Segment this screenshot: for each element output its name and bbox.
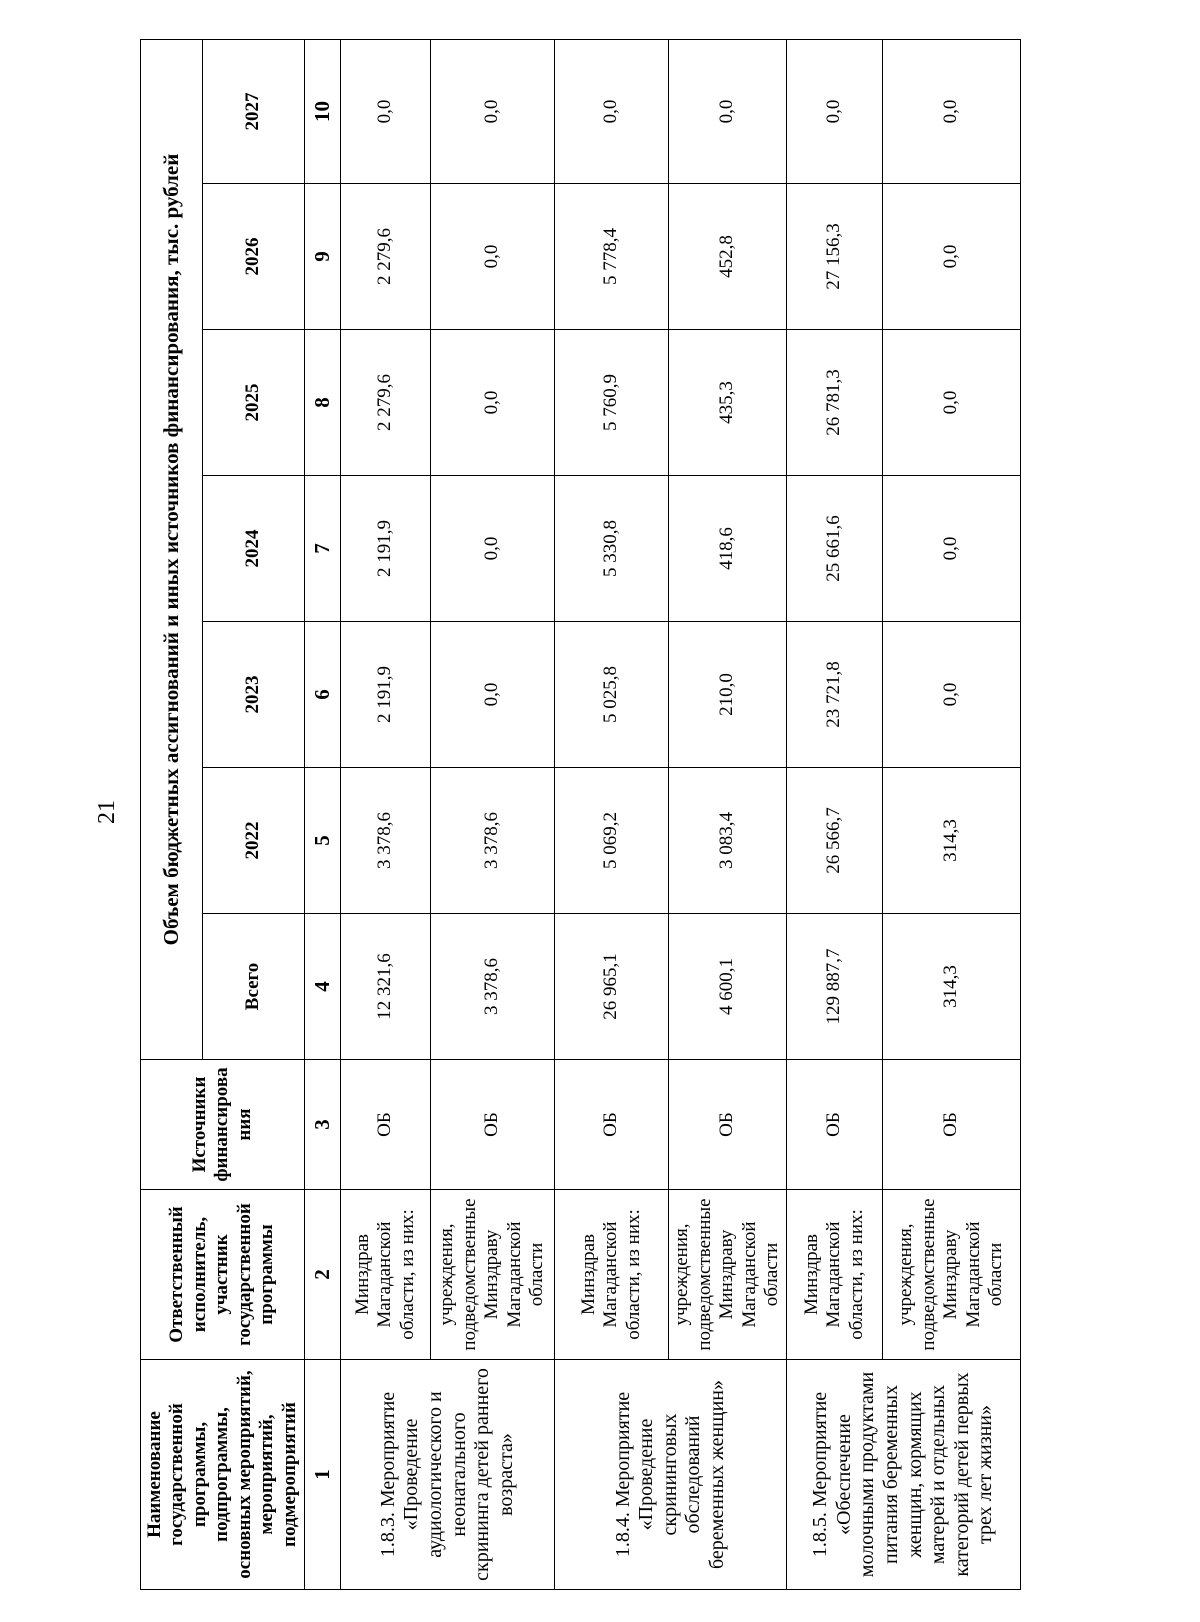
value-cell: 0,0	[669, 40, 787, 184]
value-cell: 5 330,8	[555, 476, 669, 622]
header-year: 2022	[203, 768, 305, 914]
header-col-name: Наименование государственной программы, подпрограммы, основных мероприятий, мероприятий, подмероприятий	[141, 1360, 305, 1590]
header-funding-title: Объем бюджетных ассигнований и иных источников финансирования, тыс. рублей	[141, 40, 203, 1060]
value-cell: 5 778,4	[555, 184, 669, 330]
page-number: 21	[94, 800, 120, 824]
executor-cell: Минздрав Магаданской области, из них:	[787, 1190, 883, 1360]
source-cell: ОБ	[431, 1060, 555, 1190]
executor-cell: учреждения, подведомственные Минздраву Магаданской области	[883, 1190, 1021, 1360]
index-cell: 7	[305, 476, 341, 622]
measure-name: 1.8.3. Мероприятие «Проведение аудиологического и неонатального скрининга детей раннего возраста»	[341, 1360, 555, 1590]
source-cell: ОБ	[555, 1060, 669, 1190]
value-cell: 0,0	[883, 622, 1021, 768]
header-col-executor: Ответственный исполнитель, участник государственной программы	[141, 1190, 305, 1360]
value-cell: 3 378,6	[431, 768, 555, 914]
value-cell: 435,3	[669, 330, 787, 476]
index-cell: 4	[305, 914, 341, 1060]
source-cell: ОБ	[669, 1060, 787, 1190]
index-cell: 8	[305, 330, 341, 476]
value-cell: 129 887,7	[787, 914, 883, 1060]
table-row	[431, 40, 555, 1590]
value-cell: 12 321,6	[341, 914, 431, 1060]
value-cell: 23 721,8	[787, 622, 883, 768]
value-cell: 0,0	[341, 40, 431, 184]
table-row	[555, 40, 669, 1590]
measure-name: 1.8.5. Мероприятие «Обеспечение молочными продуктами питания беременных женщин, кормящих матерей и отдельных категорий детей первых трех лет жизни»	[787, 1360, 1021, 1590]
header-col-source: Источники финансирова ния	[141, 1060, 305, 1190]
value-cell: 5 069,2	[555, 768, 669, 914]
index-cell: 3	[305, 1060, 341, 1190]
value-cell: 452,8	[669, 184, 787, 330]
source-cell: ОБ	[341, 1060, 431, 1190]
index-cell: 2	[305, 1190, 341, 1360]
value-cell: 0,0	[555, 40, 669, 184]
value-cell: 418,6	[669, 476, 787, 622]
table-row	[883, 40, 1021, 1590]
value-cell: 3 378,6	[341, 768, 431, 914]
rotated-table-wrapper	[140, 40, 1020, 1590]
value-cell: 0,0	[883, 330, 1021, 476]
value-cell: 27 156,3	[787, 184, 883, 330]
index-cell: 6	[305, 622, 341, 768]
value-cell: 0,0	[431, 622, 555, 768]
value-cell: 2 279,6	[341, 184, 431, 330]
header-row-top	[141, 40, 203, 1590]
value-cell: 0,0	[883, 476, 1021, 622]
value-cell: 0,0	[883, 184, 1021, 330]
value-cell: 0,0	[883, 40, 1021, 184]
executor-cell: Минздрав Магаданской области, из них:	[555, 1190, 669, 1360]
index-cell: 9	[305, 184, 341, 330]
value-cell: 210,0	[669, 622, 787, 768]
index-cell: 1	[305, 1360, 341, 1590]
value-cell: 314,3	[883, 768, 1021, 914]
value-cell: 3 378,6	[431, 914, 555, 1060]
value-cell: 0,0	[431, 476, 555, 622]
value-cell: 314,3	[883, 914, 1021, 1060]
value-cell: 4 600,1	[669, 914, 787, 1060]
index-row	[305, 40, 341, 1590]
header-year: 2024	[203, 476, 305, 622]
executor-cell: учреждения, подведомственные Минздраву Магаданской области	[669, 1190, 787, 1360]
value-cell: 2 191,9	[341, 476, 431, 622]
header-year: 2023	[203, 622, 305, 768]
value-cell: 0,0	[431, 40, 555, 184]
value-cell: 0,0	[787, 40, 883, 184]
value-cell: 2 191,9	[341, 622, 431, 768]
header-year: 2026	[203, 184, 305, 330]
table-row	[669, 40, 787, 1590]
source-cell: ОБ	[883, 1060, 1021, 1190]
value-cell: 25 661,6	[787, 476, 883, 622]
value-cell: 26 566,7	[787, 768, 883, 914]
table-row	[787, 40, 883, 1590]
header-year: Всего	[203, 914, 305, 1060]
executor-cell: учреждения, подведомственные Минздраву Магаданской области	[431, 1190, 555, 1360]
value-cell: 0,0	[431, 330, 555, 476]
executor-cell: Минздрав Магаданской области, из них:	[341, 1190, 431, 1360]
value-cell: 5 025,8	[555, 622, 669, 768]
value-cell: 3 083,4	[669, 768, 787, 914]
header-year: 2027	[203, 40, 305, 184]
index-cell: 10	[305, 40, 341, 184]
value-cell: 26 781,3	[787, 330, 883, 476]
table-row	[341, 40, 431, 1590]
value-cell: 2 279,6	[341, 330, 431, 476]
index-cell: 5	[305, 768, 341, 914]
measure-name: 1.8.4. Мероприятие «Проведение скрининговых обследований беременных женщин»	[555, 1360, 787, 1590]
value-cell: 26 965,1	[555, 914, 669, 1060]
value-cell: 0,0	[431, 184, 555, 330]
source-cell: ОБ	[787, 1060, 883, 1190]
header-year: 2025	[203, 330, 305, 476]
value-cell: 5 760,9	[555, 330, 669, 476]
funding-table	[140, 39, 1021, 1590]
